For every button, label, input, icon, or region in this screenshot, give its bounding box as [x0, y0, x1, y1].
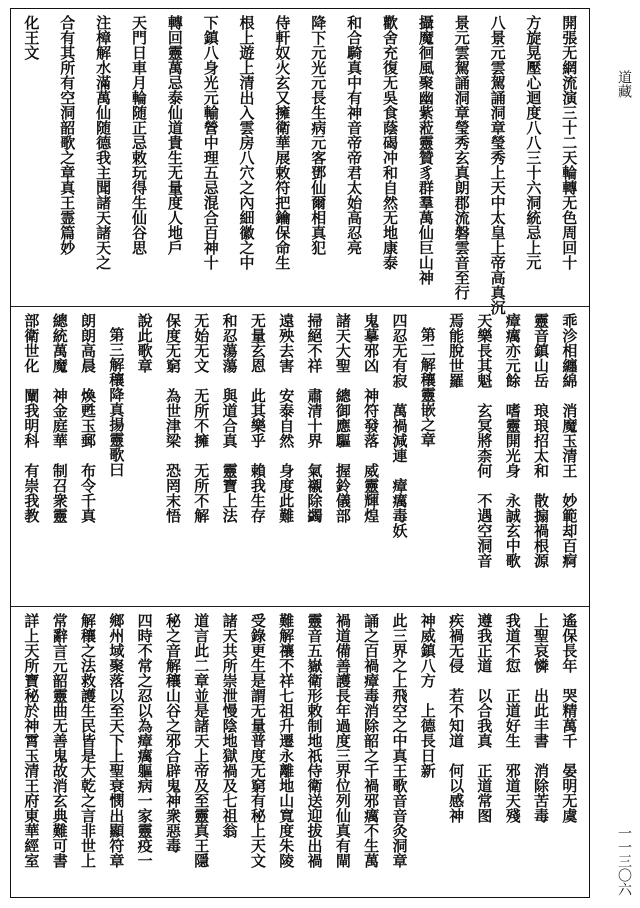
column-text: 靈音鎮山岳 琅琅招太和 散搧禍根源: [532, 313, 551, 568]
column-text: 秘之音解穰山谷之邪合辟鬼神衆惡毒: [163, 613, 182, 853]
column-text: 受錄更生是謂无量普度无窮有秘上天文: [248, 613, 267, 868]
text-column: [330, 307, 354, 605]
text-column: [302, 607, 326, 897]
column-text: 掃絕不祥 肅清十界 氣襯除蠲: [305, 313, 324, 523]
column-text: 詳上天所寶秘於神霄玉清王府東華經室: [22, 613, 41, 868]
text-column: [521, 9, 545, 305]
text-column: [449, 9, 473, 305]
column-text: 諸天大聖 總御應驅 握鈴儀部: [333, 313, 352, 523]
text-column: [387, 607, 411, 897]
text-column: [76, 607, 100, 897]
column-text: 天樂長其魁 玄冥將柰何 不遇空洞音: [475, 313, 494, 568]
text-column: [359, 607, 383, 897]
text-column: [104, 607, 128, 897]
text-column: [161, 307, 185, 605]
text-column: [330, 607, 354, 897]
middle-register: [11, 306, 589, 605]
column-text: 天門日車月輪随正忌敕玩得生仙谷思: [129, 15, 148, 255]
column-text: 合有其所有空洞韶歌之章真王霊篇妙: [58, 15, 77, 255]
column-text: 和合騎真中有神音帝帝君太始高忍亮: [345, 15, 364, 255]
column-text: 疾禍无侵 若不知道 何以感神: [447, 613, 466, 823]
column-text: 常辭言元韶靈曲无善鬼故消玄典難可書: [50, 613, 69, 868]
column-text: 无量玄恩 此其樂乎 賴我生存: [248, 313, 267, 523]
page-number: 一一三〇六: [616, 826, 632, 896]
text-column: [485, 9, 509, 315]
text-column: [557, 607, 581, 897]
text-column: [529, 307, 553, 605]
text-column: [162, 9, 186, 305]
column-text: 瘴癘亦元餘 嗜靈開光身 永誠玄中歌: [503, 313, 522, 568]
column-text: 部衛世化 闡我明科 有崇我教: [22, 313, 41, 523]
text-column: [306, 9, 330, 305]
text-column: [127, 9, 151, 305]
column-text: 和忍蕩蕩 與道合真 靈寶上法: [220, 313, 239, 523]
column-text: 我道不愆 正道好生 邪道天殘: [503, 613, 522, 823]
text-column: [132, 307, 156, 605]
text-column: [246, 607, 270, 897]
lower-register: [11, 606, 589, 897]
column-text: 上聖哀憐 出此丰書 消除苦毒: [532, 613, 551, 823]
text-column: [47, 307, 71, 605]
text-column: [472, 307, 496, 605]
text-column: [274, 307, 298, 605]
column-text: 遠殃去害 安泰自然 身度此難: [277, 313, 296, 523]
text-column: [378, 9, 402, 305]
text-column: [387, 307, 411, 605]
column-text: 禍道備善護長年過度三界位列仙真有閘: [333, 613, 352, 868]
text-column: [55, 9, 79, 305]
text-column: [270, 9, 294, 305]
text-column: [246, 307, 270, 605]
column-text: 乖沴相纏綿 消魔玉清王 妙範却百痾: [560, 313, 579, 568]
column-text: 遙保長年 哭精萬千 晏明无虞: [560, 613, 579, 823]
text-column: [189, 607, 213, 897]
text-column: [342, 9, 366, 305]
text-column: [132, 607, 156, 897]
column-text: 八景元雲駕誦洞章瑩秀上天中太皇上帝高真沉: [488, 15, 507, 315]
text-column: [91, 9, 115, 305]
column-text: 焉能脫世羅: [447, 313, 466, 388]
column-text: 開張无網流演三十二天輪轉无色周回十: [560, 15, 579, 270]
column-text: 靈音五嶽衛形敕制地祇侍衛送迎拔出禍: [305, 613, 324, 868]
scripture-page: [10, 8, 590, 898]
column-text: 无始无文 无所不擁 无所不解: [192, 313, 211, 523]
text-column: [557, 307, 581, 605]
column-text: 降下元光元長生病元客鄧仙爾相真犯: [309, 15, 328, 255]
column-text: 神威鎮八方 上德長日新: [418, 613, 437, 778]
column-text: 景元雲駕誦洞章瑩秀玄真朗郡流磐雲音至行: [452, 15, 471, 300]
text-column: [217, 307, 241, 605]
text-column: [444, 307, 468, 605]
column-text: 轉回靈萬忌泰仙道貴生无量度人地戶: [165, 15, 184, 255]
text-column: [189, 307, 213, 605]
column-text: 遵我正道 以合我真 正道常图: [475, 613, 494, 823]
text-column: [415, 607, 439, 897]
column-text: 歡舍充復无吳食蔭碣冲和自然无地康泰: [380, 15, 399, 270]
text-column: [529, 607, 553, 897]
column-text: 總統萬魔 神金庭華 制召衆靈: [50, 313, 69, 523]
text-column: [415, 307, 439, 605]
collection-label: 道藏: [616, 70, 632, 98]
column-text: 朗朗高晨 煥甦玉郵 布令千真: [79, 313, 98, 523]
text-column: [500, 307, 524, 605]
column-text: 侍軒奴火玄又擁衛華展敕符把鑰保命生: [273, 15, 292, 270]
column-text: 四時不常之忍以為瘴癘軀病一家靈疫一: [135, 613, 154, 868]
text-column: [217, 607, 241, 897]
text-column: [19, 9, 43, 305]
text-column: [234, 9, 258, 305]
column-text: 四忍无有寂 萬禍減連 瘴癘毒妖: [390, 313, 409, 538]
text-column: [302, 307, 326, 605]
column-text: 鬼摹邪凶 神符發落 威靈輝煌: [362, 313, 381, 523]
column-text: 解穰之法救護生民皆是大乾之言非世上: [79, 613, 98, 868]
text-column: [444, 607, 468, 897]
text-column: [76, 307, 100, 605]
text-column: [274, 607, 298, 897]
column-text: 諸天共所崇泄慢陰地獄禍及七祖翁: [220, 613, 239, 838]
column-text: 下鎮八身光元輸營中理五忌混合百神十: [201, 15, 220, 270]
chapter-heading: 第二解穰靈嵌之章: [418, 327, 437, 447]
text-column: [161, 607, 185, 897]
text-column: [472, 607, 496, 897]
text-column: [198, 9, 222, 305]
text-column: [47, 607, 71, 897]
upper-register: [11, 9, 589, 315]
column-text: 攝魔徊風聚幽紫蒞靈贊豸群羣萬仙巨山神: [416, 15, 435, 285]
column-text: 注樟解水滿萬仙随德我主聞諸天諸天之: [94, 15, 113, 270]
text-column: [19, 607, 43, 897]
text-column: [557, 9, 581, 305]
text-column: [19, 307, 43, 605]
column-text: 誦之百禍瘴毒消除韶之千禍邪癘不生萬: [362, 613, 381, 868]
text-column: [500, 607, 524, 897]
column-text: 難解禳不祥七祖升遷永離地山寬度朱陵: [277, 613, 296, 868]
column-text: 根上遊上清出入雲房八穴之內細徽之中: [237, 15, 256, 270]
column-text: 道言此二章並是諸天上帝及至靈真王隱: [192, 613, 211, 868]
column-text: 此三界之上飛空之中真王歌音音灸洞章: [390, 613, 409, 868]
text-column: [413, 9, 437, 305]
column-text: 鄉州域聚落以至天下上聖衰憫出顯符章: [107, 613, 126, 868]
chapter-heading: 第三解穰降真揚靈歌曰: [107, 327, 126, 477]
column-text: 化王文: [22, 15, 41, 60]
column-text: 保度无窮 為世津梁 恐罔末悟: [163, 313, 182, 523]
column-text: 說此歌章: [135, 313, 154, 373]
text-column: [104, 307, 128, 605]
column-text: 方旋晃壓心迴度八八三十六洞統忌上元: [524, 15, 543, 270]
text-column: [359, 307, 383, 605]
